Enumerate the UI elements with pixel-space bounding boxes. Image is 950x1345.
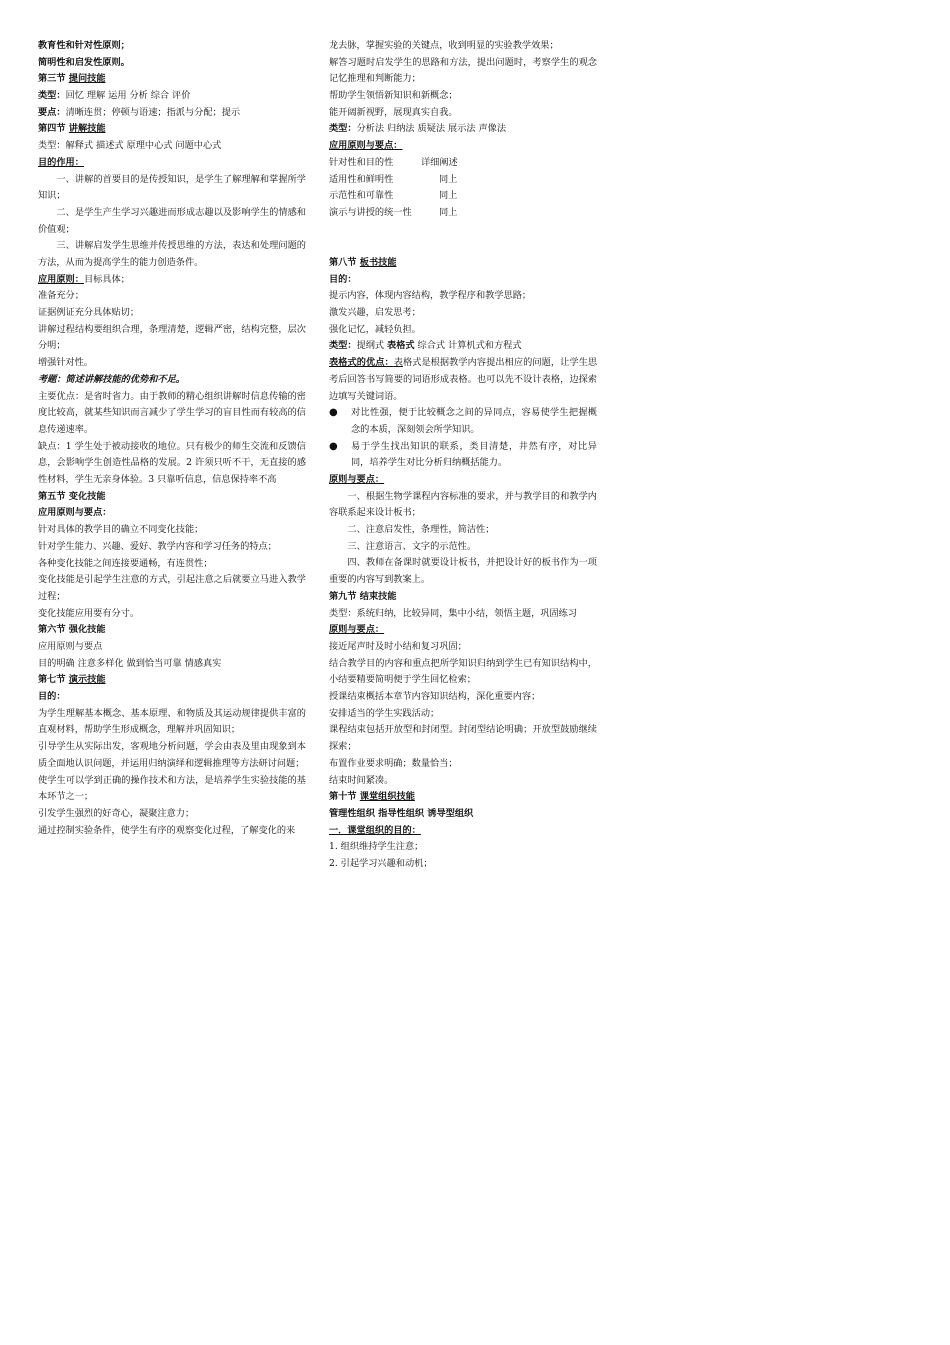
text-line: 授课结束概括本章节内容知识结构，深化重要内容； (329, 691, 541, 703)
table-row: 适用性和鲜明性 同上 (329, 173, 458, 185)
left-column (38, 38, 306, 839)
text-line: 应用原则与要点 (38, 641, 103, 652)
principle-line: 教育性和针对性原则； (38, 40, 130, 51)
text-line: 二、注意启发性，条理性，简洁性； (347, 524, 495, 536)
table-row: 示范性和可靠性 同上 (329, 190, 458, 202)
section-heading: 第七节 演示技能 (38, 674, 106, 686)
text-line: 安排适当的学生实践活动； (329, 707, 440, 719)
text-line: 准备充分； (38, 290, 84, 302)
paragraph: 一、根据生物学课程内容标准的要求，并与教学目的和教学内容联系起来设计板书； (329, 490, 597, 519)
subheading: 原则与要点： (329, 624, 385, 636)
subheading: 应用原则与要点： (38, 507, 112, 519)
text-line: 激发兴趣，启发思考； (329, 307, 421, 319)
subheading: 目的： (329, 273, 357, 285)
text-line: 强化记忆，减轻负担。 (329, 323, 421, 335)
exam-question: 考题：简述讲解技能的优势和不足。 (38, 373, 185, 385)
bullet-item: ● 易于学生找出知识的联系，类目清楚，井然有序，对比异同，培养学生对比分析归纳概括能力。 (329, 440, 597, 469)
text-line: 能开阔新视野，展现真实自我。 (329, 106, 458, 118)
paragraph: 结合教学目的内容和重点把所学知识归纳到学生已有知识结构中，小结要精要简明便于学生回忆检索； (329, 657, 597, 686)
table-row: 演示与讲授的统一性 同上 (329, 206, 458, 218)
text-line: 类型：提纲式 表格式 综合式 计算机式和方程式 (329, 340, 522, 352)
paragraph: 引导学生从实际出发，客观地分析问题，学会由表及里由现象到本质全面地认识问题，并运用归纳演绎和逻辑推理等方法研讨问题； (38, 741, 306, 769)
right-column (329, 38, 597, 873)
text-line: 类型：回忆 理解 运用 分析 综合 评价 (38, 90, 191, 102)
text-line: 管理性组织 指导性组织 诱导型组织 (329, 807, 474, 819)
text-line: 2. 引起学习兴趣和动机； (329, 857, 433, 869)
text-line: 布置作业要求明确；数量恰当； (329, 757, 458, 769)
paragraph: 讲解过程结构要组织合理，条理清楚，逻辑严密，结构完整，层次分明； (38, 323, 306, 352)
text-line: 类型：系统归纳，比较异同，集中小结，领悟主题，巩固练习 (329, 607, 578, 619)
bullet-icon: ● (329, 440, 338, 452)
section-heading: 第十节 课堂组织技能 (329, 791, 415, 803)
paragraph: 表格式的优点：表格式是根据教学内容提出相应的问题，让学生思考后回答书写简要的词语形成表格。也可以先不设计表格，边探索边填写关键词语。 (329, 357, 598, 402)
text-line: 要点：清晰连贯；停顿与语速；指派与分配；提示 (38, 106, 241, 118)
paragraph: 课程结束包括开放型和封闭型。封闭型结论明确；开放型鼓励继续探索； (329, 724, 597, 753)
text-line: 龙去脉，掌握实验的关键点，收到明显的实验教学效果； (329, 40, 559, 51)
table-row: 针对性和目的性 详细阐述 (329, 156, 458, 168)
subheading: 一．课堂组织的目的： (329, 824, 421, 836)
spacer (329, 222, 597, 239)
paragraph: 为学生理解基本概念、基本原理、和物质及其运动规律提供丰富的直观材料，帮助学生形成概念，理解并巩固知识； (38, 707, 306, 736)
text-line: 证据例证充分具体贴切； (38, 307, 140, 319)
text-line: 类型：解释式 描述式 原理中心式 问题中心式 (38, 140, 222, 152)
section-heading: 第三节 提问技能 (38, 73, 106, 85)
bullet-icon: ● (329, 407, 338, 419)
text-line: 引发学生强烈的好奇心，凝聚注意力； (38, 807, 195, 819)
bullet-item: ● 对比性强，便于比较概念之间的异同点，容易使学生把握概念的本质，深刻领会所学知识。 (329, 407, 597, 435)
section-heading: 第八节 板书技能 (329, 256, 397, 268)
paragraph: 三、讲解启发学生思维并传授思维的方法，表达和处理问题的方法，从而为提高学生的能力创造条件。 (38, 240, 306, 269)
text-line: 三、注意语言、文字的示范性。 (347, 540, 477, 552)
paragraph: 缺点：1 学生处于被动接收的地位。只有极少的师生交流和反馈信息，会影响学生创造性品格的发展。2 许须只听不干，无直接的感性材料，学生无亲身体验。3 只靠听信息，信息保持率不高 (38, 440, 306, 486)
subheading: 应用原则与要点： (329, 140, 403, 152)
text-line: 应用原则：目标具体； (38, 273, 130, 285)
text-line: 针对学生能力、兴趣、爱好、教学内容和学习任务的特点； (38, 540, 277, 552)
paragraph: 变化技能是引起学生注意的方式，引起注意之后就要立马进入教学过程； (38, 574, 306, 602)
text-line: 帮助学生领悟新知识和新概念； (329, 90, 458, 102)
paragraph: 一、讲解的首要目的是传授知识，是学生了解理解和掌握所学知识； (38, 173, 306, 202)
text-line: 结束时间紧凑。 (329, 774, 394, 786)
paragraph: 解答习题时启发学生的思路和方法，提出问题时，考察学生的观念记忆推理和判断能力； (329, 56, 597, 85)
section-heading: 第九节 结束技能 (329, 590, 397, 602)
text-line: 通过控制实验条件，使学生有序的观察变化过程，了解变化的来 (38, 824, 296, 836)
section-heading: 第六节 强化技能 (38, 624, 106, 636)
text-line: 类型：分析法 归纳法 质疑法 展示法 声像法 (329, 123, 507, 135)
paragraph: 四、教师在备课时就要设计板书，并把设计好的板书作为一项重要的内容写到教案上。 (329, 557, 597, 586)
text-line: 各种变化技能之间连接要通畅，有连贯性； (38, 557, 213, 569)
paragraph: 使学生可以学到正确的操作技术和方法，是培养学生实验技能的基本环节之一； (38, 774, 306, 803)
text-line: 接近尾声时及时小结和复习巩固； (329, 640, 467, 652)
paragraph: 主要优点：是省时省力。由于教师的精心组织讲解时信息传输的密度比较高，就某些知识而言减少了学生学习的盲目性而有较高的信息传递速率。 (38, 390, 306, 435)
spacer (329, 238, 597, 255)
subheading: 目的： (38, 691, 66, 703)
text-line: 目的明确 注意多样化 做到恰当可靠 情感真实 (38, 657, 222, 669)
text-line: 变化技能应用要有分寸。 (38, 607, 140, 619)
paragraph: 二、是学生产生学习兴趣进而形成志趣以及影响学生的情感和价值观； (38, 206, 306, 235)
section-heading: 第五节 变化技能 (38, 490, 106, 502)
text-line: 1. 组织维持学生注意； (329, 841, 424, 853)
text-line: 增强针对性。 (38, 357, 94, 369)
text-line: 针对具体的教学目的确立不同变化技能； (38, 524, 204, 536)
principle-line: 简明性和启发性原则。 (38, 56, 130, 68)
text-line: 提示内容，体现内容结构，教学程序和教学思路； (329, 290, 532, 302)
section-heading: 第四节 讲解技能 (38, 123, 106, 135)
subheading: 目的作用： (38, 156, 84, 168)
subheading: 原则与要点： (329, 474, 385, 486)
